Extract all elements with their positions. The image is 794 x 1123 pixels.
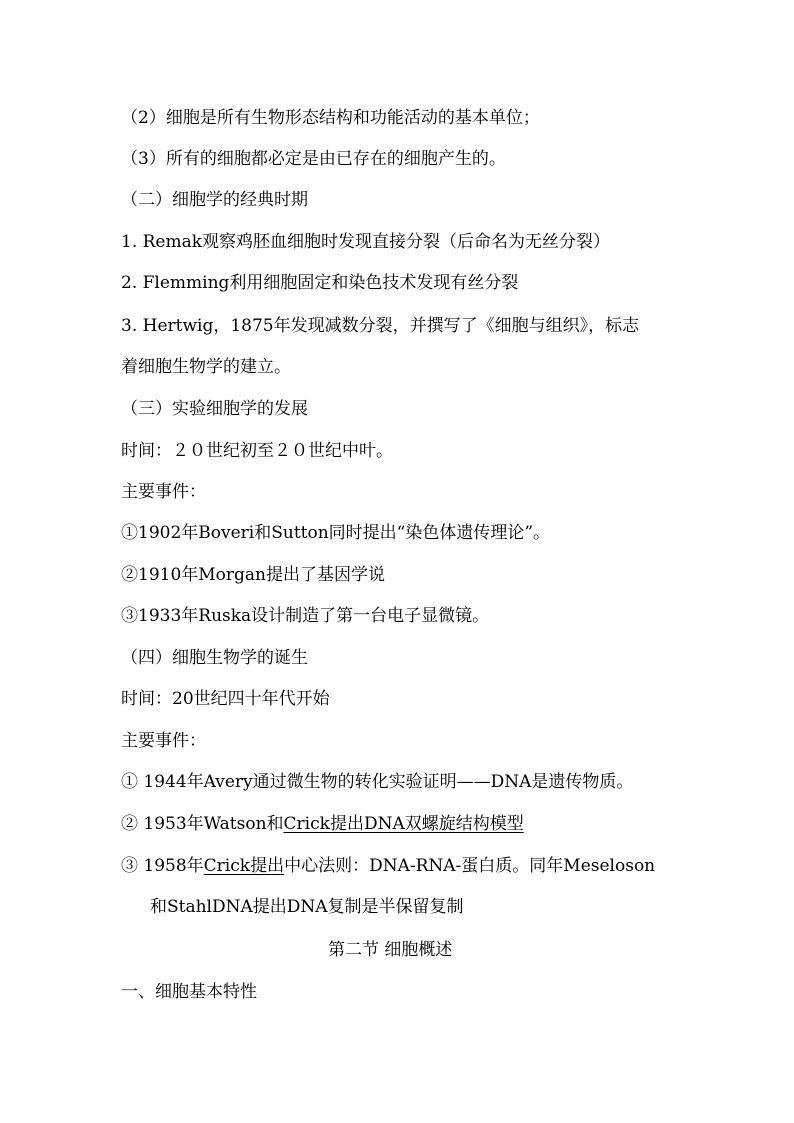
paragraph-line: 主要事件： xyxy=(121,731,206,751)
paragraph-line: 2. Flemming利用细胞固定和染色技术发现有丝分裂 xyxy=(121,273,519,293)
list-item-text: ③ 1958年 xyxy=(121,856,204,876)
underlined-text: Crick提出DNA双螺旋结构模型 xyxy=(283,814,524,834)
paragraph-line: 1. Remak观察鸡胚血细胞时发现直接分裂（后命名为无丝分裂） xyxy=(121,232,611,252)
paragraph-line: （3）所有的细胞都必定是由已存在的细胞产生的。 xyxy=(121,149,506,169)
subsection-heading: 一、细胞基本特性 xyxy=(121,982,257,1002)
list-item: ②1910年Morgan提出了基因学说 xyxy=(121,565,385,585)
list-item xyxy=(121,813,524,835)
paragraph-line: 着细胞生物学的建立。 xyxy=(121,357,291,377)
list-item-text: ② 1953年Watson和 xyxy=(121,814,284,834)
list-item-continuation: 和StahlDNA提出DNA复制是半保留复制 xyxy=(150,897,464,917)
section-heading: （二）细胞学的经典时期 xyxy=(121,190,308,210)
paragraph-line: 时间：２０世纪初至２０世纪中叶。 xyxy=(121,441,393,461)
paragraph-line: 3. Hertwig，1875年发现减数分裂，并撰写了《细胞与组织》，标志 xyxy=(121,316,640,336)
section-title: 第二节 细胞概述 xyxy=(328,940,453,960)
underlined-text: Crick提出 xyxy=(203,856,285,876)
paragraph-line: 主要事件： xyxy=(121,482,206,502)
list-item: ③1933年Ruska设计制造了第一台电子显微镜。 xyxy=(121,606,490,626)
list-item: ① 1944年Avery通过微生物的转化实验证明——DNA是遗传物质。 xyxy=(121,772,634,792)
section-heading: （四）细胞生物学的诞生 xyxy=(121,648,308,668)
list-item: ①1902年Boveri和Sutton同时提出“染色体遗传理论”。 xyxy=(121,523,551,543)
paragraph-line: 时间：20世纪四十年代开始 xyxy=(121,689,330,709)
section-heading: （三）实验细胞学的发展 xyxy=(121,399,308,419)
list-item-text: 中心法则：DNA-RNA-蛋白质。同年Meseloson xyxy=(284,856,656,876)
paragraph-line: （2）细胞是所有生物形态结构和功能活动的基本单位； xyxy=(121,108,540,128)
list-item xyxy=(121,855,655,877)
